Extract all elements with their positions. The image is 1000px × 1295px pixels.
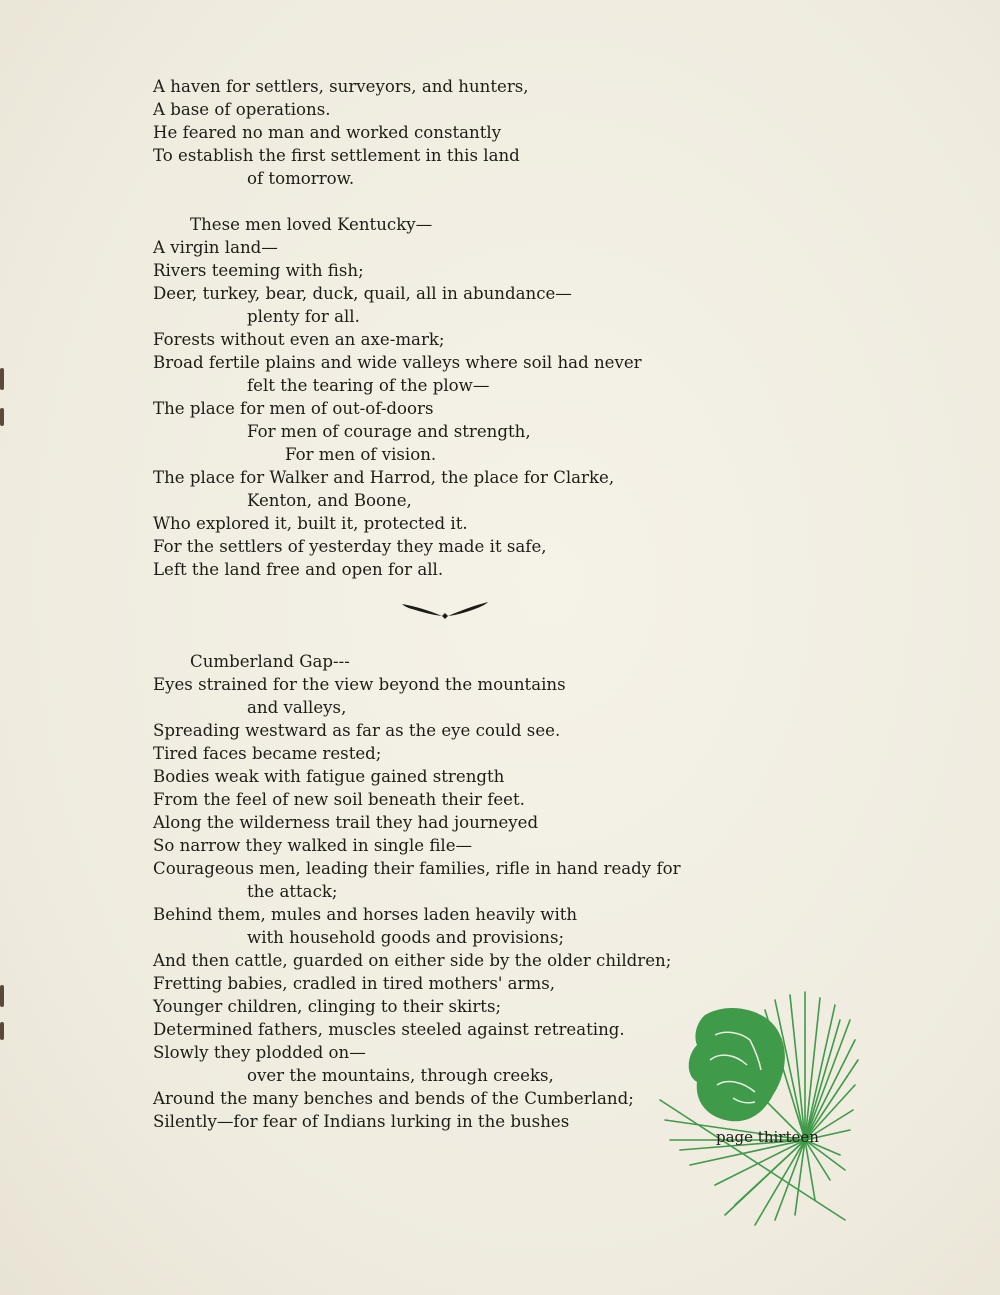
poem-line: And then cattle, guarded on either side by the older children; — [153, 951, 672, 970]
poem-line: and valleys, — [247, 698, 347, 717]
poem-line: Determined fathers, muscles steeled against retreating. — [153, 1020, 625, 1039]
poem-line: the attack; — [247, 882, 338, 901]
poem-line: Deer, turkey, bear, duck, quail, all in abundance— — [153, 284, 572, 303]
poem-line: These men loved Kentucky— — [190, 215, 433, 234]
bird-wings-ornament-icon — [400, 598, 490, 620]
poem-line: Behind them, mules and horses laden heavily with — [153, 905, 578, 924]
poem-line: A base of operations. — [153, 100, 331, 119]
stanza-1 — [153, 75, 773, 190]
poem-line: plenty for all. — [247, 307, 360, 326]
poem-line: A haven for settlers, surveyors, and hunters, — [153, 77, 529, 96]
poem-line: Fretting babies, cradled in tired mothers' arms, — [153, 974, 556, 993]
poem-line: Eyes strained for the view beyond the mountains — [153, 675, 566, 694]
poem-line: Slowly they plodded on— — [153, 1043, 366, 1062]
poem-line: To establish the first settlement in this land — [153, 146, 520, 165]
poem-line: Tired faces became rested; — [153, 744, 382, 763]
poem-line: of tomorrow. — [247, 169, 355, 188]
poem-line: Forests without even an axe-mark; — [153, 330, 445, 349]
poem-line: Along the wilderness trail they had journeyed — [153, 813, 539, 832]
poem-line: Bodies weak with fatigue gained strength — [153, 767, 505, 786]
poem-line: The place for men of out-of-doors — [153, 399, 434, 418]
poem-line: Spreading westward as far as the eye could see. — [153, 721, 561, 740]
poem-line: over the mountains, through creeks, — [247, 1066, 554, 1085]
poem-line: For men of vision. — [285, 445, 437, 464]
poem-line: He feared no man and worked constantly — [153, 123, 502, 142]
binding-mark — [0, 368, 4, 390]
poem-line: Younger children, clinging to their skirts; — [153, 997, 502, 1016]
poem-line: Rivers teeming with fish; — [153, 261, 364, 280]
poem-line: Silently—for fear of Indians lurking in the bushes — [153, 1112, 570, 1131]
poem-line: A virgin land— — [153, 238, 278, 257]
page-number: page thirteen — [716, 1128, 819, 1146]
poem-line: From the feel of new soil beneath their feet. — [153, 790, 525, 809]
poem-line: Cumberland Gap--- — [190, 652, 350, 671]
poem-line: So narrow they walked in single file— — [153, 836, 473, 855]
stanza-2 — [153, 213, 773, 581]
poem-line: Who explored it, built it, protected it. — [153, 514, 468, 533]
poem-line: with household goods and provisions; — [247, 928, 565, 947]
binding-mark — [0, 1022, 4, 1040]
poem-line: Broad fertile plains and wide valleys where soil had never — [153, 353, 642, 372]
poem-line: felt the tearing of the plow— — [247, 376, 490, 395]
poem-line: Courageous men, leading their families, rifle in hand ready for — [153, 859, 681, 878]
binding-mark — [0, 985, 4, 1007]
poem-line: Kenton, and Boone, — [247, 491, 412, 510]
pine-branch-cone-icon — [655, 990, 860, 1230]
poem-line: The place for Walker and Harrod, the place for Clarke, — [153, 468, 615, 487]
poem-line: For the settlers of yesterday they made it safe, — [153, 537, 547, 556]
binding-mark — [0, 408, 4, 426]
poem-line: For men of courage and strength, — [247, 422, 531, 441]
poem-line: Around the many benches and bends of the Cumberland; — [153, 1089, 634, 1108]
poem-line: Left the land free and open for all. — [153, 560, 444, 579]
